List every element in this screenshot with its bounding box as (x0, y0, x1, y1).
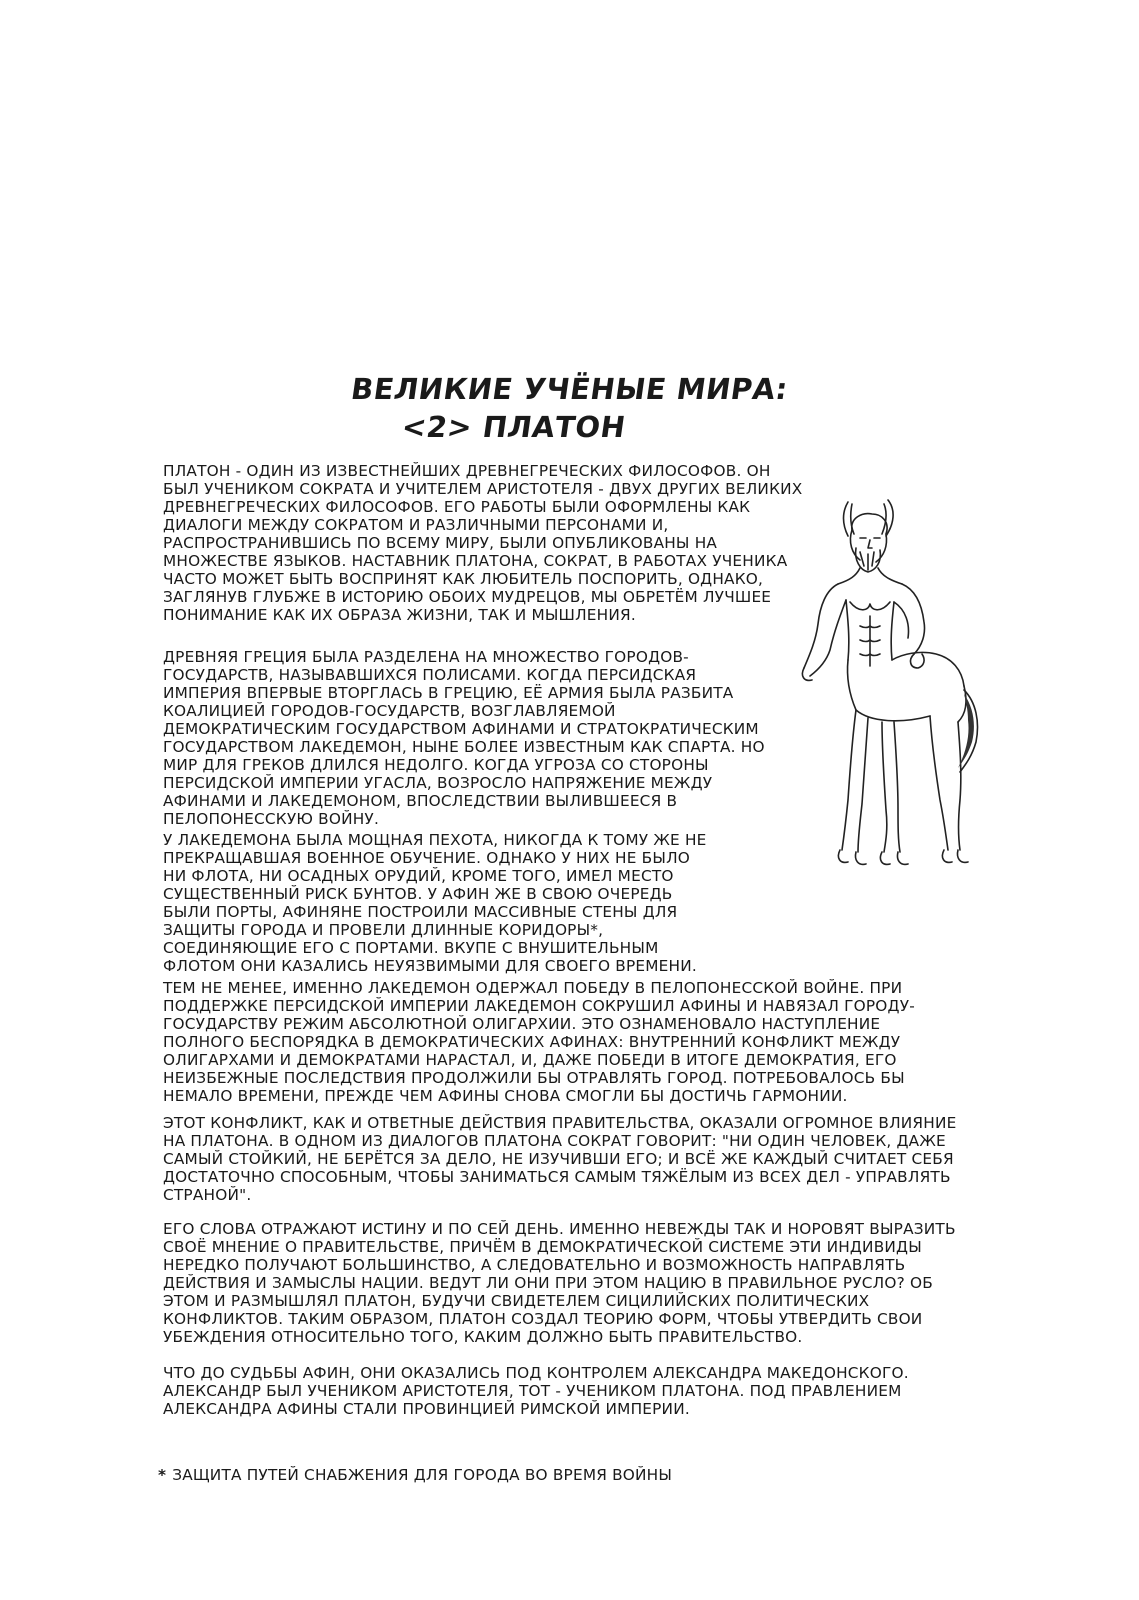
paragraph-war-outcome: ТЕМ НЕ МЕНЕЕ, ИМЕННО ЛАКЕДЕМОН ОДЕРЖАЛ ПОБЕДУ В ПЕЛОПОНЕССКОЙ ВОЙНЕ. ПРИ ПОДДЕРЖКЕ ПЕРСИДСКОЙ ИМПЕРИИ ЛАКЕДЕМОН СОКРУШИЛ АФИНЫ И НАВЯЗАЛ ГОРОДУ-ГОСУДАРСТВУ РЕЖИМ АБСОЛЮТНОЙ ОЛИГАРХИИ. ЭТО ОЗНАМЕНОВАЛО НАСТУПЛЕНИЕ ПОЛНОГО БЕСПОРЯДКА В ДЕМОКРАТИЧЕСКИХ АФИНАХ: ВНУТРЕННИЙ КОНФЛИКТ МЕЖДУ ОЛИГАРХАМИ И ДЕМОКРАТАМИ НАРАСТАЛ, И, ДАЖЕ ПОБЕДИ В ИТОГЕ ДЕМОКРАТИЯ, ЕГО НЕИЗБЕЖНЫЕ ПОСЛЕДСТВИЯ ПРОДОЛЖИЛИ БЫ ОТРАВЛЯТЬ ГОРОД. ПОТРЕБОВАЛОСЬ БЫ НЕМАЛО ВРЕМЕНИ, ПРЕЖДЕ ЧЕМ АФИНЫ СНОВА СМОГЛИ БЫ ДОСТИЧЬ ГАРМОНИИ. (163, 979, 915, 1105)
page-title (329, 370, 800, 446)
title-line-2: <2> ПЛАТОН (399, 410, 628, 444)
paragraph-socrates-quote: ЭТОТ КОНФЛИКТ, КАК И ОТВЕТНЫЕ ДЕЙСТВИЯ ПРАВИТЕЛЬСТВА, ОКАЗАЛИ ОГРОМНОЕ ВЛИЯНИЕ НА ПЛАТОНА. В ОДНОМ ИЗ ДИАЛОГОВ ПЛАТОНА СОКРАТ ГОВОРИТ: "НИ ОДИН ЧЕЛОВЕК, ДАЖЕ САМЫЙ СТОЙКИЙ, НЕ БЕРЁТСЯ ЗА ДЕЛО, НЕ ИЗУЧИВШИ ЕГО; И ВСЁ ЖЕ КАЖДЫЙ СЧИТАЕТ СЕБЯ ДОСТАТОЧНО СПОСОБНЫМ, ЧТОБЫ ЗАНИМАТЬСЯ САМЫМ ТЯЖЁЛЫМ ИЗ ВСЕХ ДЕЛ - УПРАВЛЯТЬ СТРАНОЙ". (163, 1114, 957, 1204)
footnote (158, 1466, 858, 1484)
centaur-illustration-icon (790, 490, 1000, 890)
footnote-text: ЗАЩИТА ПУТЕЙ СНАБЖЕНИЯ ДЛЯ ГОРОДА ВО ВРЕМЯ ВОЙНЫ (172, 1466, 673, 1484)
footnote-marker: * (158, 1466, 167, 1484)
paragraph-theory-of-forms: ЕГО СЛОВА ОТРАЖАЮТ ИСТИНУ И ПО СЕЙ ДЕНЬ. ИМЕННО НЕВЕЖДЫ ТАК И НОРОВЯТ ВЫРАЗИТЬ СВОЁ МНЕНИЕ О ПРАВИТЕЛЬСТВЕ, ПРИЧЁМ В ДЕМОКРАТИЧЕСКОЙ СИСТЕМЕ ЭТИ ИНДИВИДЫ НЕРЕДКО ПОЛУЧАЮТ БОЛЬШИНСТВО, А СЛЕДОВАТЕЛЬНО И ВОЗМОЖНОСТЬ НАПРАВЛЯТЬ ДЕЙСТВИЯ И ЗАМЫСЛЫ НАЦИИ. ВЕДУТ ЛИ ОНИ ПРИ ЭТОМ НАЦИЮ В ПРАВИЛЬНОЕ РУСЛО? ОБ ЭТОМ И РАЗМЫШЛЯЛ ПЛАТОН, БУДУЧИ СВИДЕТЕЛЕМ СИЦИЛИЙСКИХ ПОЛИТИЧЕСКИХ КОНФЛИКТОВ. ТАКИМ ОБРАЗОМ, ПЛАТОН СОЗДАЛ ТЕОРИЮ ФОРМ, ЧТОБЫ УТВЕРДИТЬ СВОИ УБЕЖДЕНИЯ ОТНОСИТЕЛЬНО ТОГО, КАКИМ ДОЛЖНО БЫТЬ ПРАВИТЕЛЬСТВО. (163, 1220, 956, 1346)
paragraph-athens-fate: ЧТО ДО СУДЬБЫ АФИН, ОНИ ОКАЗАЛИСЬ ПОД КОНТРОЛЕМ АЛЕКСАНДРА МАКЕДОНСКОГО. АЛЕКСАНДР БЫЛ УЧЕНИКОМ АРИСТОТЕЛЯ, ТОТ - УЧЕНИКОМ ПЛАТОНА. ПОД ПРАВЛЕНИЕМ АЛЕКСАНДРА АФИНЫ СТАЛИ ПРОВИНЦИЕЙ РИМСКОЙ ИМПЕРИИ. (163, 1364, 909, 1418)
paragraph-military: У ЛАКЕДЕМОНА БЫЛА МОЩНАЯ ПЕХОТА, НИКОГДА К ТОМУ ЖЕ НЕ ПРЕКРАЩАВШАЯ ВОЕННОЕ ОБУЧЕНИЕ. ОДНАКО У НИХ НЕ БЫЛО НИ ФЛОТА, НИ ОСАДНЫХ ОРУДИЙ, КРОМЕ ТОГО, ИМЕЛ МЕСТО СУЩЕСТВЕННЫЙ РИСК БУНТОВ. У АФИН ЖЕ В СВОЮ ОЧЕРЕДЬ БЫЛИ ПОРТЫ, АФИНЯНЕ ПОСТРОИЛИ МАССИВНЫЕ СТЕНЫ ДЛЯ ЗАЩИТЫ ГОРОДА И ПРОВЕЛИ ДЛИННЫЕ КОРИДОРЫ*, СОЕДИНЯЮЩИЕ ЕГО С ПОРТАМИ. ВКУПЕ С ВНУШИТЕЛЬНЫМ ФЛОТОМ ОНИ КАЗАЛИСЬ НЕУЯЗВИМЫМИ ДЛЯ СВОЕГО ВРЕМЕНИ. (163, 831, 707, 975)
title-line-1: ВЕЛИКИЕ УЧЁНЫЕ МИРА: (348, 372, 791, 406)
paragraph-intro: ПЛАТОН - ОДИН ИЗ ИЗВЕСТНЕЙШИХ ДРЕВНЕГРЕЧЕСКИХ ФИЛОСОФОВ. ОН БЫЛ УЧЕНИКОМ СОКРАТА И УЧИТЕЛЕМ АРИСТОТЕЛЯ - ДВУХ ДРУГИХ ВЕЛИКИХ ДРЕВНЕГРЕЧЕСКИХ ФИЛОСОФОВ. ЕГО РАБОТЫ БЫЛИ ОФОРМЛЕНЫ КАК ДИАЛОГИ МЕЖДУ СОКРАТОМ И РАЗЛИЧНЫМИ ПЕРСОНАМИ И, РАСПРОСТРАНИВШИСЬ ПО ВСЕМУ МИРУ, БЫЛИ ОПУБЛИКОВАНЫ НА МНОЖЕСТВЕ ЯЗЫКОВ. НАСТАВНИК ПЛАТОНА, СОКРАТ, В РАБОТАХ УЧЕНИКА ЧАСТО МОЖЕТ БЫТЬ ВОСПРИНЯТ КАК ЛЮБИТЕЛЬ ПОСПОРИТЬ, ОДНАКО, ЗАГЛЯНУВ ГЛУБЖЕ В ИСТОРИЮ ОБОИХ МУДРЕЦОВ, МЫ ОБРЕТЁМ ЛУЧШЕЕ ПОНИМАНИЕ КАК ИХ ОБРАЗА ЖИЗНИ, ТАК И МЫШЛЕНИЯ. (163, 462, 803, 624)
paragraph-ancient-greece: ДРЕВНЯЯ ГРЕЦИЯ БЫЛА РАЗДЕЛЕНА НА МНОЖЕСТВО ГОРОДОВ-ГОСУДАРСТВ, НАЗЫВАВШИХСЯ ПОЛИСАМИ. КОГДА ПЕРСИДСКАЯ ИМПЕРИЯ ВПЕРВЫЕ ВТОРГЛАСЬ В ГРЕЦИЮ, ЕЁ АРМИЯ БЫЛА РАЗБИТА КОАЛИЦИЕЙ ГОРОДОВ-ГОСУДАРСТВ, ВОЗГЛАВЛЯЕМОЙ ДЕМОКРАТИЧЕСКИМ ГОСУДАРСТВОМ АФИНАМИ И СТРАТОКРАТИЧЕСКИМ ГОСУДАРСТВОМ ЛАКЕДЕМОН, НЫНЕ БОЛЕЕ ИЗВЕСТНЫМ КАК СПАРТА. НО МИР ДЛЯ ГРЕКОВ ДЛИЛСЯ НЕДОЛГО. КОГДА УГРОЗА СО СТОРОНЫ ПЕРСИДСКОЙ ИМПЕРИИ УГАСЛА, ВОЗРОСЛО НАПРЯЖЕНИЕ МЕЖДУ АФИНАМИ И ЛАКЕДЕМОНОМ, ВПОСЛЕДСТВИИ ВЫЛИВШЕЕСЯ В ПЕЛОПОНЕССКУЮ ВОЙНУ. (163, 648, 765, 828)
